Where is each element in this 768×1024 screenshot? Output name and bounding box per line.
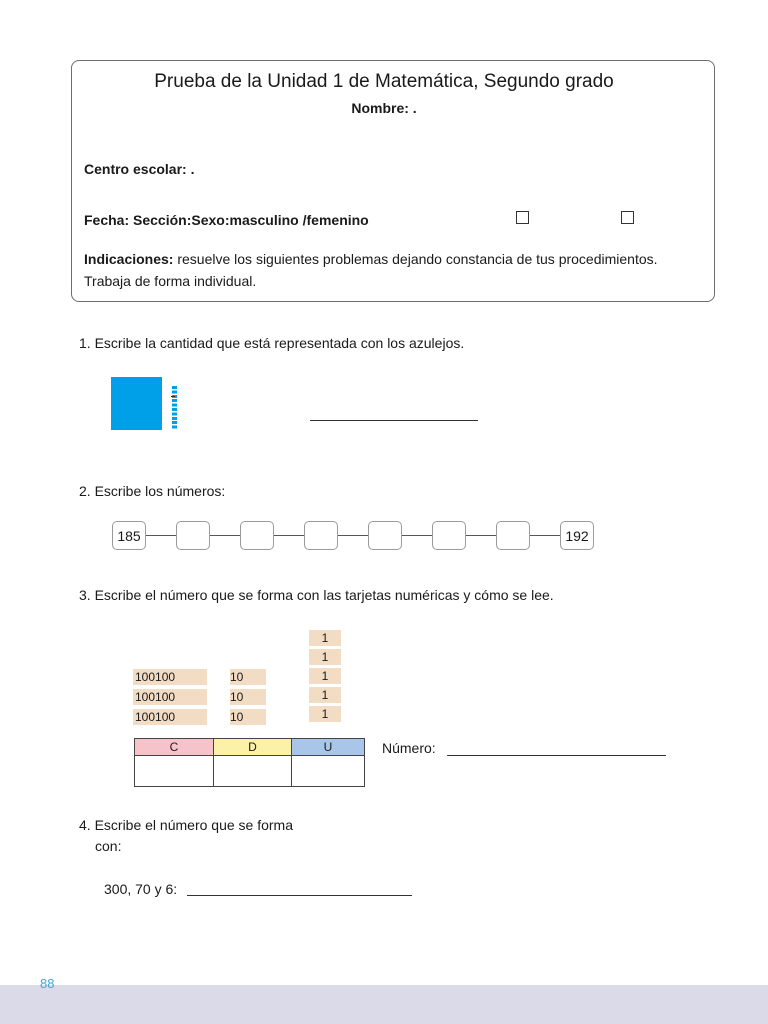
- sequence-answer-box[interactable]: [368, 521, 402, 550]
- hundreds-card: 100100: [133, 709, 207, 725]
- sequence-answer-box[interactable]: [432, 521, 466, 550]
- hundreds-card: 100100: [133, 669, 207, 685]
- ones-card: 1: [309, 706, 341, 722]
- tens-cell[interactable]: [214, 756, 292, 787]
- nombre-label: Nombre: .: [351, 100, 417, 116]
- sequence-start-box: 185: [112, 521, 146, 550]
- tens-card: 10: [230, 669, 266, 685]
- sequence-connector: [528, 535, 560, 536]
- footer-band: [0, 985, 768, 1024]
- sequence-connector: [272, 535, 304, 536]
- tens-card: 10: [230, 689, 266, 705]
- masculino-checkbox[interactable]: [516, 211, 529, 224]
- ten-strip-tile: [172, 386, 177, 430]
- centro-escolar-label: Centro escolar: .: [84, 161, 195, 177]
- numero-answer-line[interactable]: [447, 755, 666, 756]
- ones-card: 1: [309, 649, 341, 665]
- hundreds-card: 100100: [133, 689, 207, 705]
- indicaciones-line: [84, 251, 658, 267]
- sequence-connector: [336, 535, 368, 536]
- hundreds-cell[interactable]: [135, 756, 214, 787]
- ones-cell[interactable]: [292, 756, 365, 787]
- indicaciones-label: Indicaciones:: [84, 251, 174, 267]
- question-1-text: 1. Escribe la cantidad que está representada con los azulejos.: [79, 335, 465, 351]
- indicaciones-line-2: Trabaja de forma individual.: [84, 273, 257, 289]
- place-value-table: [134, 738, 365, 787]
- tile-mark: [171, 396, 175, 397]
- sequence-answer-box[interactable]: [304, 521, 338, 550]
- sequence-connector: [144, 535, 176, 536]
- sequence-answer-box[interactable]: [496, 521, 530, 550]
- page-number: 88: [40, 976, 55, 991]
- sequence-answer-box[interactable]: [176, 521, 210, 550]
- fecha-seccion-sexo-label: Fecha: Sección:Sexo:masculino /femenino: [84, 212, 369, 228]
- ones-card: 1: [309, 630, 341, 646]
- question-4-text-2: con:: [95, 838, 122, 854]
- q1-answer-line[interactable]: [310, 420, 478, 421]
- sequence-connector: [400, 535, 432, 536]
- ones-header: U: [292, 739, 365, 756]
- sequence-connector: [208, 535, 240, 536]
- indicaciones-text: resuelve los siguientes problemas dejando constancia de tus procedimientos.: [173, 251, 658, 267]
- numero-label: Número:: [382, 740, 436, 756]
- femenino-checkbox[interactable]: [621, 211, 634, 224]
- ones-card: 1: [309, 668, 341, 684]
- ones-card: 1: [309, 687, 341, 703]
- question-2-text: 2. Escribe los números:: [79, 483, 226, 499]
- hundred-tile: [111, 377, 162, 430]
- page-title: Prueba de la Unidad 1 de Matemática, Segundo grado: [154, 71, 614, 92]
- sequence-connector: [464, 535, 496, 536]
- q4-answer-line[interactable]: [187, 895, 412, 896]
- tens-card: 10: [230, 709, 266, 725]
- tens-header: D: [214, 739, 292, 756]
- question-4-text: 4. Escribe el número que se forma: [79, 817, 293, 833]
- sequence-end-box: 192: [560, 521, 594, 550]
- q4-expression: 300, 70 y 6:: [104, 881, 178, 897]
- question-3-text: 3. Escribe el número que se forma con las tarjetas numéricas y cómo se lee.: [79, 587, 554, 603]
- sequence-answer-box[interactable]: [240, 521, 274, 550]
- hundreds-header: C: [135, 739, 214, 756]
